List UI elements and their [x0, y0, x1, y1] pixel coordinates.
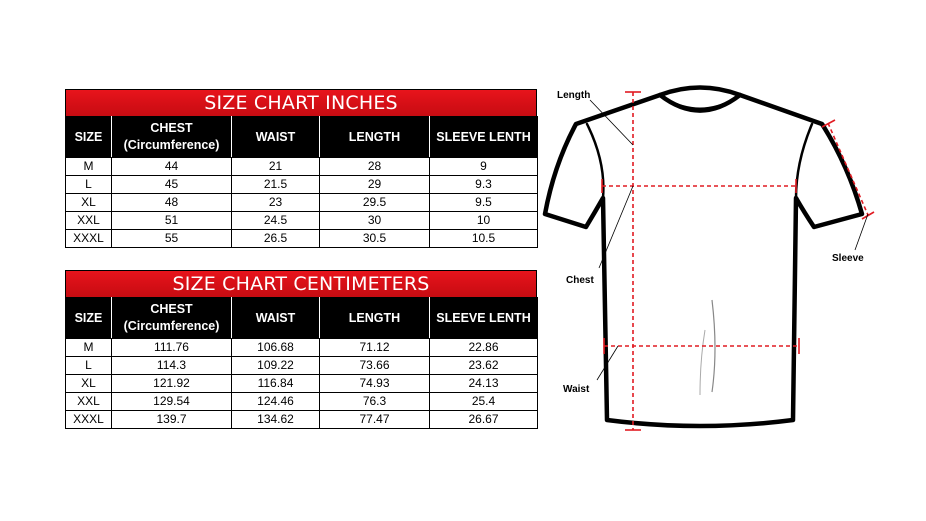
cell-sleeve: 10	[430, 212, 538, 230]
cell-sleeve: 10.5	[430, 230, 538, 248]
cell-chest: 44	[112, 158, 232, 176]
cell-length: 29	[320, 176, 430, 194]
header-chest-line2: (Circumference)	[123, 138, 220, 152]
cell-chest: 111.76	[112, 339, 232, 357]
table-row	[66, 194, 538, 212]
sleeve-measure-line	[828, 123, 868, 215]
cell-size: L	[66, 357, 112, 375]
sleeve-label: Sleeve	[832, 253, 864, 264]
header-sleeve: SLEEVE LENTH	[430, 298, 538, 339]
table-row	[66, 375, 538, 393]
header-row	[66, 298, 538, 339]
tshirt-fold-line-2	[700, 330, 705, 395]
chart-title-inches: SIZE CHART INCHES	[65, 89, 537, 116]
waist-label: Waist	[563, 384, 590, 395]
cell-size: XXXL	[66, 411, 112, 429]
cell-sleeve: 23.62	[430, 357, 538, 375]
table-row	[66, 393, 538, 411]
chart-title-centimeters: SIZE CHART CENTIMETERS	[65, 270, 537, 297]
cell-size: M	[66, 339, 112, 357]
header-length: LENGTH	[320, 298, 430, 339]
size-table-inches	[65, 116, 538, 248]
header-size: SIZE	[66, 298, 112, 339]
cell-waist: 124.46	[232, 393, 320, 411]
cell-chest: 45	[112, 176, 232, 194]
cell-sleeve: 9.3	[430, 176, 538, 194]
header-chest-line1: CHEST	[150, 302, 193, 316]
table-row	[66, 357, 538, 375]
table-row	[66, 158, 538, 176]
cell-size: XXL	[66, 212, 112, 230]
table-body-inches	[66, 158, 538, 248]
cell-sleeve: 9	[430, 158, 538, 176]
cell-length: 73.66	[320, 357, 430, 375]
cell-chest: 114.3	[112, 357, 232, 375]
cell-length: 71.12	[320, 339, 430, 357]
header-length: LENGTH	[320, 117, 430, 158]
cell-waist: 21.5	[232, 176, 320, 194]
cell-chest: 51	[112, 212, 232, 230]
cell-waist: 106.68	[232, 339, 320, 357]
tshirt-outline-icon	[540, 80, 880, 440]
cell-length: 29.5	[320, 194, 430, 212]
size-chart-inches	[65, 89, 537, 248]
cell-waist: 23	[232, 194, 320, 212]
cell-length: 74.93	[320, 375, 430, 393]
cell-sleeve: 22.86	[430, 339, 538, 357]
tshirt-right-armhole	[796, 124, 812, 198]
cell-sleeve: 24.13	[430, 375, 538, 393]
header-sleeve: SLEEVE LENTH	[430, 117, 538, 158]
length-label: Length	[557, 90, 591, 101]
size-table-centimeters	[65, 297, 538, 429]
header-size: SIZE	[66, 117, 112, 158]
cell-waist: 24.5	[232, 212, 320, 230]
header-chest	[112, 298, 232, 339]
table-row	[66, 212, 538, 230]
cell-size: XXXL	[66, 230, 112, 248]
cell-waist: 21	[232, 158, 320, 176]
cell-length: 77.47	[320, 411, 430, 429]
table-row	[66, 230, 538, 248]
cell-length: 76.3	[320, 393, 430, 411]
cell-length: 28	[320, 158, 430, 176]
header-waist: WAIST	[232, 117, 320, 158]
size-chart-centimeters	[65, 270, 537, 429]
cell-waist: 116.84	[232, 375, 320, 393]
table-row	[66, 339, 538, 357]
cell-size: XL	[66, 194, 112, 212]
cell-chest: 48	[112, 194, 232, 212]
cell-chest: 139.7	[112, 411, 232, 429]
cell-sleeve: 25.4	[430, 393, 538, 411]
cell-chest: 55	[112, 230, 232, 248]
cell-size: M	[66, 158, 112, 176]
cell-length: 30.5	[320, 230, 430, 248]
table-body-centimeters	[66, 339, 538, 429]
cell-size: XL	[66, 375, 112, 393]
cell-waist: 26.5	[232, 230, 320, 248]
cell-chest: 129.54	[112, 393, 232, 411]
header-chest-line1: CHEST	[150, 121, 193, 135]
header-chest-line2: (Circumference)	[123, 319, 220, 333]
cell-size: XXL	[66, 393, 112, 411]
header-row	[66, 117, 538, 158]
tshirt-left-armhole	[587, 124, 603, 198]
cell-chest: 121.92	[112, 375, 232, 393]
header-chest	[112, 117, 232, 158]
sleeve-leader	[855, 214, 868, 250]
chest-label: Chest	[566, 275, 594, 286]
cell-length: 30	[320, 212, 430, 230]
cell-waist: 134.62	[232, 411, 320, 429]
table-row	[66, 176, 538, 194]
cell-sleeve: 26.67	[430, 411, 538, 429]
cell-sleeve: 9.5	[430, 194, 538, 212]
cell-waist: 109.22	[232, 357, 320, 375]
cell-size: L	[66, 176, 112, 194]
table-row	[66, 411, 538, 429]
header-waist: WAIST	[232, 298, 320, 339]
